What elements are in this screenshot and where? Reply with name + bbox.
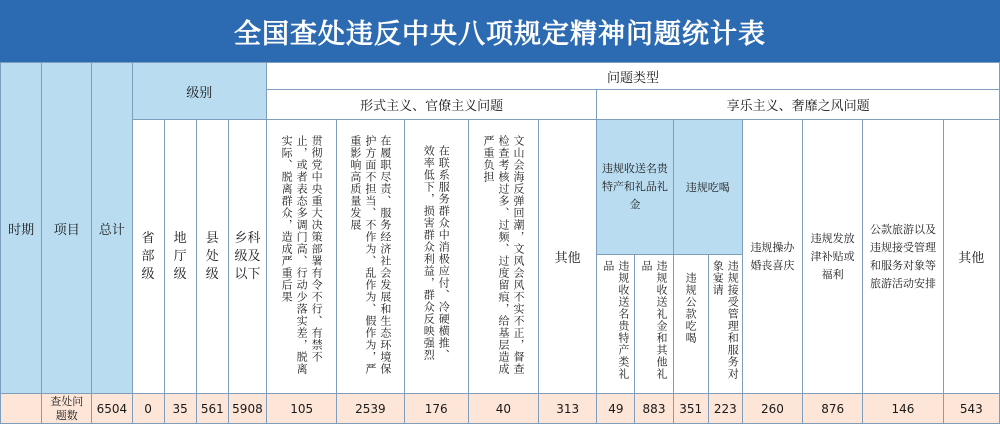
header-hedonism-subsidies: 违规发放津补贴或福利 <box>803 120 863 394</box>
header-formalism-type-1: 贯彻党中央重大决策部署有令不行、有禁不止，或者表态多调门高、行动少落实差，脱离实际、脱离群众，造成严重后果 <box>267 120 337 394</box>
row-level-prefectural: 35 <box>164 394 196 424</box>
row-formalism-4: 40 <box>468 394 538 424</box>
row-gifts-specialties: 49 <box>597 394 635 424</box>
header-formalism-type-4: 文山会海反弹回潮，文风会风不实不正，督查检查考核过多、过频、过度留痕，给基层造成严重负担 <box>468 120 538 394</box>
row-level-township: 5908 <box>228 394 266 424</box>
header-formalism-group: 形式主义、官僚主义问题 <box>267 90 597 120</box>
row-formalism-1: 105 <box>267 394 337 424</box>
row-level-provincial: 0 <box>132 394 164 424</box>
row-formalism-2: 2539 <box>337 394 404 424</box>
row-item: 查处问题数 <box>42 394 92 424</box>
statistics-table <box>0 62 1000 424</box>
row-gifts-cash: 883 <box>635 394 673 424</box>
header-level-township: 乡科级及以下 <box>228 120 266 394</box>
row-level-county: 561 <box>196 394 228 424</box>
header-gifts-cash: 违规收送礼金和其他礼品 <box>635 255 673 394</box>
header-formalism-type-2: 在履职尽责、服务经济社会发展和生态环境保护方面不担当、不作为、乱作为、假作为，严重影响高质量发展 <box>337 120 404 394</box>
row-hedonism-travel: 146 <box>863 394 943 424</box>
row-hedonism-weddings: 260 <box>742 394 802 424</box>
header-hedonism-weddings: 违规操办婚丧喜庆 <box>742 120 802 394</box>
row-formalism-other: 313 <box>539 394 597 424</box>
header-level-provincial: 省部级 <box>132 120 164 394</box>
row-dining-hosted: 223 <box>708 394 742 424</box>
row-total: 6504 <box>92 394 132 424</box>
header-level-group: 级别 <box>132 63 267 120</box>
header-total: 总计 <box>92 63 132 394</box>
table-title: 全国查处违反中央八项规定精神问题统计表 <box>0 0 1000 62</box>
row-hedonism-other: 543 <box>943 394 999 424</box>
header-period: 时期 <box>1 63 42 394</box>
header-gifts-specialties: 违规收送名贵特产类礼品 <box>597 255 635 394</box>
header-level-prefectural: 地厅级 <box>164 120 196 394</box>
header-dining-group: 违规吃喝 <box>673 120 742 255</box>
header-dining-hosted: 违规接受管理和服务对象宴请 <box>708 255 742 394</box>
header-gifts-group: 违规收送名贵特产和礼品礼金 <box>597 120 673 255</box>
row-hedonism-subsidies: 876 <box>803 394 863 424</box>
header-item: 项目 <box>42 63 92 394</box>
header-level-county: 县处级 <box>196 120 228 394</box>
row-period <box>1 394 42 424</box>
header-hedonism-other: 其他 <box>943 120 999 394</box>
row-dining-public: 351 <box>673 394 708 424</box>
header-formalism-other: 其他 <box>539 120 597 394</box>
header-problem-type: 问题类型 <box>267 63 1000 90</box>
header-hedonism-travel: 公款旅游以及违规接受管理和服务对象等旅游活动安排 <box>863 120 943 394</box>
header-dining-public: 违规公款吃喝 <box>673 255 708 394</box>
header-hedonism-group: 享乐主义、奢靡之风问题 <box>597 90 1000 120</box>
header-formalism-type-3: 在联系服务群众中消极应付、冷硬横推、效率低下，损害群众利益，群众反映强烈 <box>404 120 468 394</box>
row-formalism-3: 176 <box>404 394 468 424</box>
